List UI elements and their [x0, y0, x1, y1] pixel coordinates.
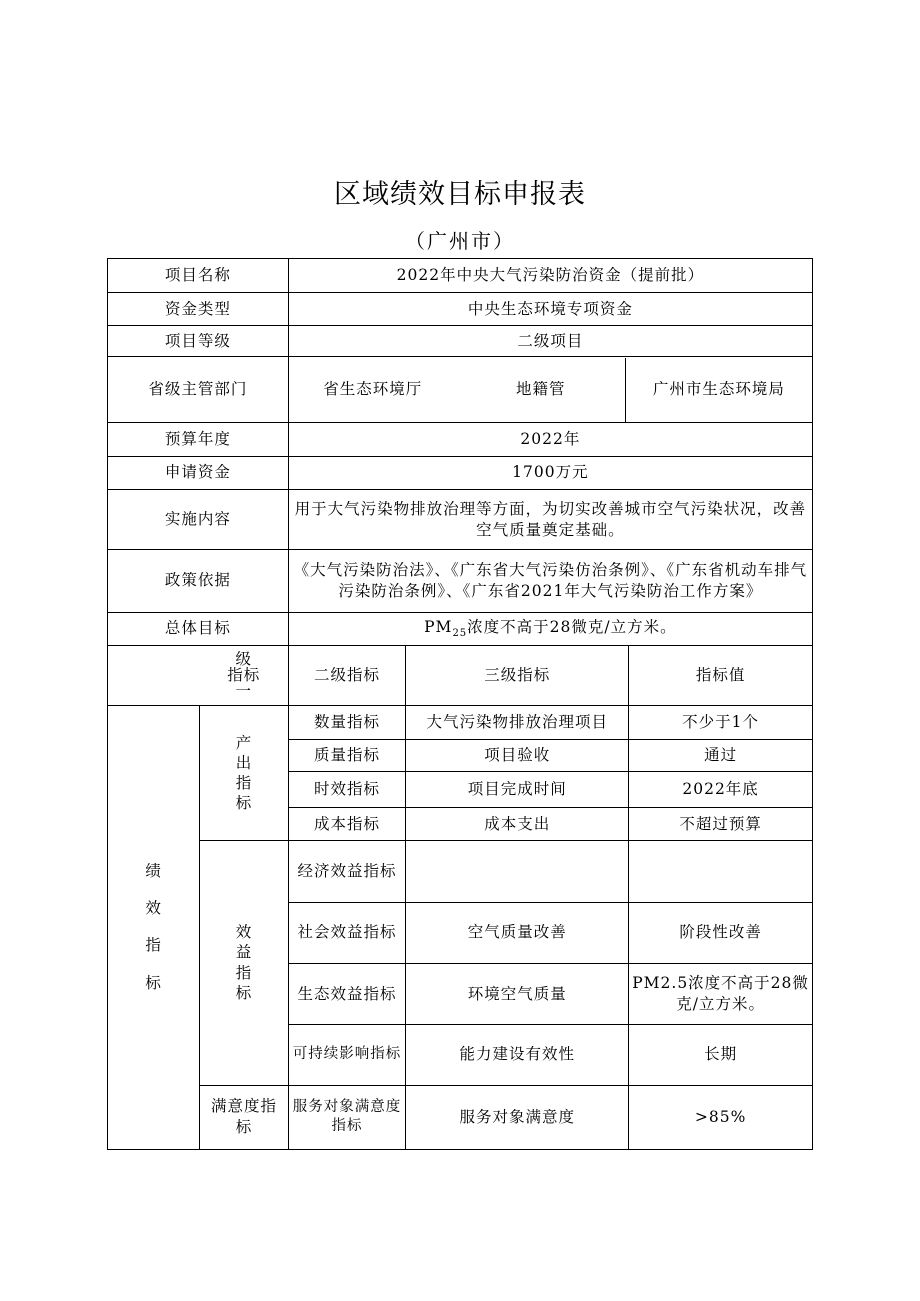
label-policy: 政策依据	[108, 550, 289, 612]
level3-cell: 环境空气质量	[406, 964, 629, 1025]
level3-cell: 空气质量改善	[406, 902, 629, 963]
level2-cell: 生态效益指标	[288, 964, 405, 1025]
row-amount	[108, 456, 813, 489]
level2-cell: 社会效益指标	[288, 902, 405, 963]
value-cell: 阶段性改善	[629, 902, 813, 963]
page-title: 区域绩效目标申报表	[334, 179, 586, 210]
row-dept	[108, 357, 813, 422]
dept-cell	[288, 357, 812, 422]
label-project-name: 项目名称	[108, 259, 289, 293]
level2-cell: 质量指标	[288, 740, 405, 772]
level3-cell: 项目完成时间	[406, 772, 629, 808]
label-content: 实施内容	[108, 489, 289, 549]
level3-cell: 服务对象满意度	[406, 1085, 629, 1149]
row-project-name	[108, 259, 813, 293]
value-cell: PM2.5浓度不高于28微克/立方米。	[629, 964, 813, 1025]
group-output: 产出指标	[200, 705, 288, 841]
value-policy: 《大气污染防治法》、《广东省大气污染仿治条例》、《广东省机动车排气污染防治条例》、《广东省2021年大气污染防治工作方案》	[288, 550, 812, 612]
row-goal	[108, 612, 813, 645]
value-content: 用于大气污染物排放治理等方面，为切实改善城市空气污染状况，改善空气质量奠定基础。	[288, 489, 812, 549]
level2-cell: 服务对象满意度指标	[288, 1085, 405, 1149]
label-fund-type: 资金类型	[108, 293, 289, 326]
goal-sub: 25	[452, 627, 468, 639]
level2-cell: 成本指标	[288, 808, 405, 841]
level2-cell: 可持续影响指标	[288, 1025, 405, 1085]
table-row	[108, 841, 813, 902]
table-row	[108, 1085, 813, 1149]
value-project-name: 2022年中央大气污染防治资金（提前批）	[288, 259, 812, 293]
header-value: 指标值	[629, 645, 813, 705]
value-fund-type: 中央生态环境专项资金	[288, 293, 812, 326]
value-cell: 不少于1个	[629, 705, 813, 739]
value-dept: 省生态环境厅	[323, 380, 423, 399]
side-label-performance: 绩 效 指 标	[108, 705, 200, 1149]
level2-cell: 时效指标	[288, 772, 405, 808]
row-policy	[108, 550, 813, 612]
group-satisfaction: 满意度指标	[200, 1085, 288, 1149]
declaration-table	[107, 258, 813, 1150]
value-cell: 不超过预算	[629, 808, 813, 841]
value-cell: >85%	[629, 1085, 813, 1149]
row-content	[108, 489, 813, 549]
value-cell: 长期	[629, 1025, 813, 1085]
label-local-dept: 地籍管	[515, 380, 566, 399]
header-level2: 二级指标	[288, 645, 405, 705]
level2-cell: 经济效益指标	[288, 841, 405, 902]
value-goal	[288, 612, 812, 645]
level3-cell	[406, 841, 629, 902]
label-project-level: 项目等级	[108, 326, 289, 357]
label-amount: 申请资金	[108, 456, 289, 489]
row-budget-year	[108, 422, 813, 456]
value-budget-year: 2022年	[288, 422, 812, 456]
table-row	[108, 705, 813, 739]
header-level3: 三级指标	[406, 645, 629, 705]
row-indicator-header	[108, 645, 813, 705]
value-cell: 通过	[629, 740, 813, 772]
goal-suffix: 浓度不高于28微克/立方米。	[467, 617, 677, 636]
value-project-level: 二级项目	[288, 326, 812, 357]
level3-cell: 项目验收	[406, 740, 629, 772]
level3-cell: 能力建设有效性	[406, 1025, 629, 1085]
row-fund-type	[108, 293, 813, 326]
level3-cell: 大气污染物排放治理项目	[406, 705, 629, 739]
header-level1: 级 指标 一	[200, 645, 288, 705]
level2-cell: 数量指标	[288, 705, 405, 739]
label-goal: 总体目标	[108, 612, 289, 645]
level3-cell: 成本支出	[406, 808, 629, 841]
value-amount: 1700万元	[288, 456, 812, 489]
label-budget-year: 预算年度	[108, 422, 289, 456]
page-subtitle: （广州市）	[405, 229, 515, 253]
group-benefit: 效益指标	[200, 841, 288, 1085]
value-cell	[629, 841, 813, 902]
row-project-level	[108, 326, 813, 357]
goal-prefix: PM	[424, 617, 453, 636]
value-cell: 2022年底	[629, 772, 813, 808]
label-dept: 省级主管部门	[108, 357, 289, 422]
value-local-dept: 广州市生态环境局	[625, 358, 812, 422]
